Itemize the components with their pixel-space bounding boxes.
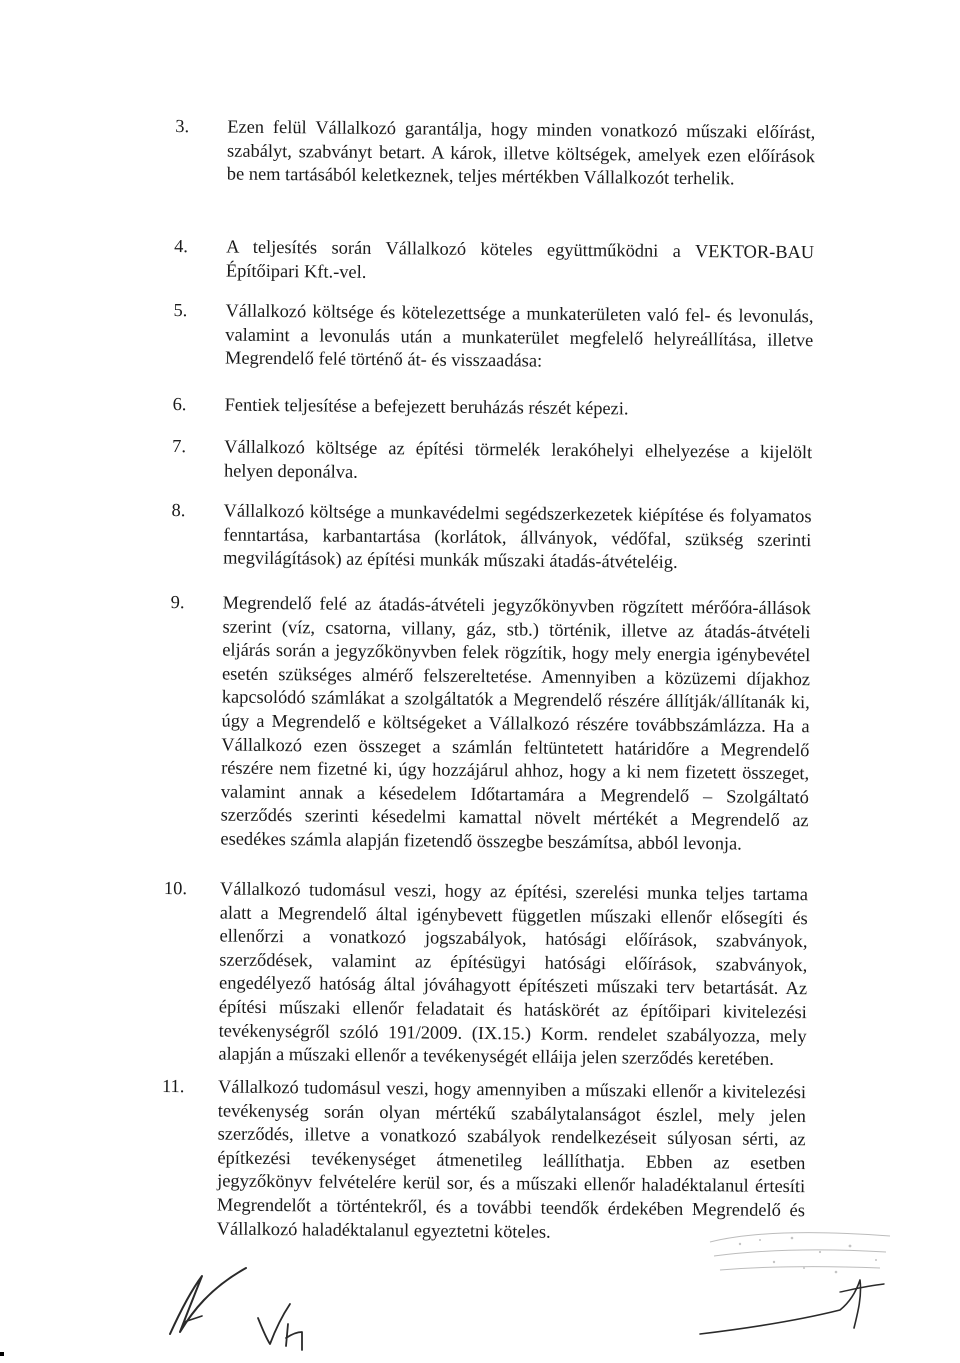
clause-text: Vállalkozó tudomásul veszi, hogy az építési, szerelési munka teljes tartama alatt a Megrendelő által igénybevett független műszaki ellenőr elősegíti és ellenőrzi a vonatkozó jogszabályok, hatósági előírások, szabványok, szerződések, valamint az építésügyi hatósági előírások, szabványok, engedélyező hatóság által jóváhagyott építészeti műszaki terv betartását. Az építési műszaki ellenőr feladatait és hatáskörét az építőipari kivitelezési tevékenységről szóló 191/2009. (IX.15.) Korm. rendelet szabályozza, mely alapján a műszaki ellenőr a tevékenységét elláija jelen szerződés keretében. — [218, 878, 809, 1069]
clause-text: Megrendelő felé az átadás-átvételi jegyzőkönyvben rögzített mérőóra-állások szerint (víz, csatorna, villany, gáz, stb.) történik, illetve az átadás-átvételi eljárás során a jegyzőkönyvben felek rögzítik, hogy mely energia igénybevétel esetén szükséges almérő felszereltetése. Amennyiben a közüzemi díjakhoz kapcsolódó számlákat a szolgáltatók a Megrendelő részére állítják/állítanák ki, úgy a Megrendelő e költségeket a Vállalkozó részére továbbszámlázza. Ha a Vállalkozó ezen összeget a számlán feltüntetett határidőre a Megrendelő részére nem fizetné ki, úgy hozzájárul ahhoz, hogy a ki nem fizetett összeget, valamint annak a késedelem Időtartamára a Megrendelő – Szolgáltató szerződés szerinti késedelmi kamattal növelt mértékét a Megrendelő az esedékes számla alapján fizetendő összegbe beszámítsa, abból levonja. — [220, 592, 811, 854]
clause-11 — [161, 1075, 807, 1246]
clause-number: 5. — [173, 300, 188, 321]
clause-number: 4. — [174, 236, 189, 257]
clause-3 — [175, 115, 816, 192]
clause-text: Fentiek teljesítése a befejezett beruházás részét képezi. — [224, 394, 629, 419]
clause-number: 6. — [172, 394, 187, 415]
clause-number: 7. — [172, 436, 187, 457]
clause-number: 9. — [170, 592, 185, 613]
clause-text: Vállalkozó tudomásul veszi, hogy amennyiben a műszaki ellenőr a kivitelezési tevékenység során olyan mértékű szabálytalanságot észlel, mely jelen szerződés, illetve a vonatkozó szabályok rendelkezéseit súlyosan sérti, az építkezési tevékenységet átmenetileg leállíthatja. Ebben az esetben jegyzőkönyv felvételére kerül sor, és a műszaki ellenőr haladéktalanul értesíti Megrendelőt a történtekről, és a további teendők érdekében Megrendelő és Vállalkozó haladéktalanul egyeztetni köteles. — [216, 1076, 807, 1242]
clause-7 — [172, 435, 813, 488]
clause-text: A teljesítés során Vállalkozó köteles együttműködni a VEKTOR-BAU Építőipari Kft.-vel. — [225, 236, 815, 282]
clause-text: Vállalkozó költsége és kötelezettsége a munkaterületen való fel- és levonulás, valamint a levonulás után a munkaterület megfelelő helyreállítása, illetve Megrendelő felé történő át- és visszaadása: — [224, 300, 814, 371]
clause-8 — [171, 499, 812, 576]
scan-dot — [0, 1352, 4, 1356]
clause-6 — [172, 393, 813, 422]
clause-number: 11. — [161, 1075, 185, 1097]
signature-right — [690, 1262, 900, 1342]
signature-initials-left — [150, 1262, 260, 1342]
clause-text: Ezen felül Vállalkozó garantálja, hogy minden vonatkozó műszaki előírást, szabályt, szabványt betart. A károk, illetve költségek, amelyek ezen előírások be nem tartásából keletkeznek, teljes mértékben Vállalkozót terhelik. — [226, 116, 816, 189]
clause-number: 3. — [175, 116, 190, 137]
clause-9 — [170, 591, 811, 856]
clause-5 — [173, 299, 814, 376]
clause-10 — [163, 877, 809, 1072]
clause-number: 10. — [163, 877, 188, 899]
clause-text: Vállalkozó költsége a munkavédelmi segédszerkezetek kiépítése és folyamatos fenntartása, karbantartása (korlátok, állványok, védőfal, szükség szerinti megvilágítások) az építési munkák műszaki átadás-átvételéig. — [223, 500, 812, 573]
signature-initials-middle — [252, 1298, 322, 1358]
clause-4 — [174, 235, 815, 288]
clause-text: Vállalkozó költsége az építési törmelék lerakóhelyi elhelyezése a kijelölt helyen deponálva. — [223, 436, 813, 482]
clause-number: 8. — [171, 500, 186, 521]
